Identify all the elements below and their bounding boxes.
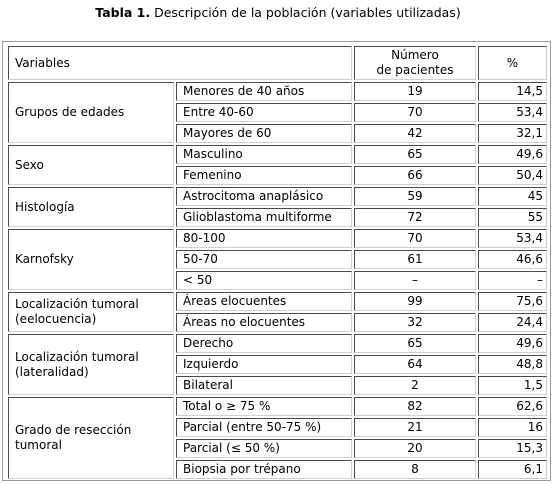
row-label: Áreas elocuentes [176, 292, 352, 311]
row-count: 99 [354, 292, 476, 311]
row-percent: 53,4 [478, 103, 547, 122]
row-count: 20 [354, 439, 476, 458]
row-percent: – [478, 271, 547, 290]
row-percent: 49,6 [478, 334, 547, 353]
row-percent: 1,5 [478, 376, 547, 395]
header-row [8, 46, 547, 80]
row-percent: 55 [478, 208, 547, 227]
header-numero-line2: de pacientes [376, 63, 454, 77]
group-name-cell [8, 145, 174, 185]
group-name-line: Grado de resección [15, 423, 132, 437]
row-label: Áreas no elocuentes [176, 313, 352, 332]
row-count: 66 [354, 166, 476, 185]
table-body [8, 46, 547, 479]
group-name-line: Sexo [15, 157, 44, 172]
group-name-cell [8, 397, 174, 479]
row-label: 50-70 [176, 250, 352, 269]
row-percent: 53,4 [478, 229, 547, 248]
group-name-cell [8, 292, 174, 332]
row-count: 21 [354, 418, 476, 437]
row-count: 64 [354, 355, 476, 374]
row-count: 61 [354, 250, 476, 269]
row-count: – [354, 271, 476, 290]
header-numero-line1: Número [391, 48, 439, 62]
row-label: Total o ≥ 75 % [176, 397, 352, 416]
group-name-line: (lateralidad) [15, 364, 89, 379]
table-row [8, 397, 547, 416]
row-percent: 45 [478, 187, 547, 206]
row-count: 42 [354, 124, 476, 143]
row-percent: 6,1 [478, 460, 547, 479]
group-name-cell [8, 187, 174, 227]
row-count: 70 [354, 229, 476, 248]
row-label: Biopsia por trépano [176, 460, 352, 479]
group-name-line: Localización tumoral [15, 297, 139, 311]
row-label: Astrocitoma anaplásico [176, 187, 352, 206]
row-percent: 75,6 [478, 292, 547, 311]
row-percent: 49,6 [478, 145, 547, 164]
group-name-cell [8, 334, 174, 395]
group-name-line: Histología [15, 199, 75, 214]
row-percent: 62,6 [478, 397, 547, 416]
table-row [8, 82, 547, 101]
group-name-line: (eelocuencia) [15, 312, 97, 326]
row-percent: 50,4 [478, 166, 547, 185]
group-name-cell [8, 229, 174, 290]
row-count: 19 [354, 82, 476, 101]
caption-label: Tabla 1. [95, 5, 151, 20]
row-count: 72 [354, 208, 476, 227]
row-percent: 15,3 [478, 439, 547, 458]
header-numero [354, 46, 476, 80]
header-variables: Variables [8, 46, 352, 80]
row-percent: 46,6 [478, 250, 547, 269]
row-label: Menores de 40 años [176, 82, 352, 101]
group-name-line: tumoral [15, 438, 62, 452]
row-label: Izquierdo [176, 355, 352, 374]
row-label: Glioblastoma multiforme [176, 208, 352, 227]
row-label: Masculino [176, 145, 352, 164]
row-label: Derecho [176, 334, 352, 353]
row-percent: 16 [478, 418, 547, 437]
group-name-line: Grupos de edades [15, 105, 125, 119]
table-row [8, 292, 547, 311]
row-percent: 48,8 [478, 355, 547, 374]
row-count: 70 [354, 103, 476, 122]
row-percent: 32,1 [478, 124, 547, 143]
row-label: 80-100 [176, 229, 352, 248]
group-name-line: Karnofsky [15, 252, 74, 266]
table-row [8, 229, 547, 248]
table-row [8, 145, 547, 164]
population-table [6, 44, 549, 481]
table-row [8, 187, 547, 206]
row-count: 32 [354, 313, 476, 332]
row-label: Parcial (entre 50-75 %) [176, 418, 352, 437]
row-label: Mayores de 60 [176, 124, 352, 143]
row-percent: 24,4 [478, 313, 547, 332]
caption-text: Descripción de la población (variables utilizadas) [150, 5, 461, 20]
row-label: < 50 [176, 271, 352, 290]
header-pct: % [478, 46, 547, 80]
table-caption [0, 5, 556, 20]
group-name-cell [8, 82, 174, 143]
row-label: Femenino [176, 166, 352, 185]
row-label: Parcial (≤ 50 %) [176, 439, 352, 458]
row-count: 82 [354, 397, 476, 416]
row-percent: 14,5 [478, 82, 547, 101]
table-row [8, 334, 547, 353]
row-count: 8 [354, 460, 476, 479]
group-name-line: Localización tumoral [15, 349, 139, 364]
row-label: Bilateral [176, 376, 352, 395]
row-count: 65 [354, 145, 476, 164]
row-count: 59 [354, 187, 476, 206]
row-count: 65 [354, 334, 476, 353]
row-count: 2 [354, 376, 476, 395]
row-label: Entre 40-60 [176, 103, 352, 122]
